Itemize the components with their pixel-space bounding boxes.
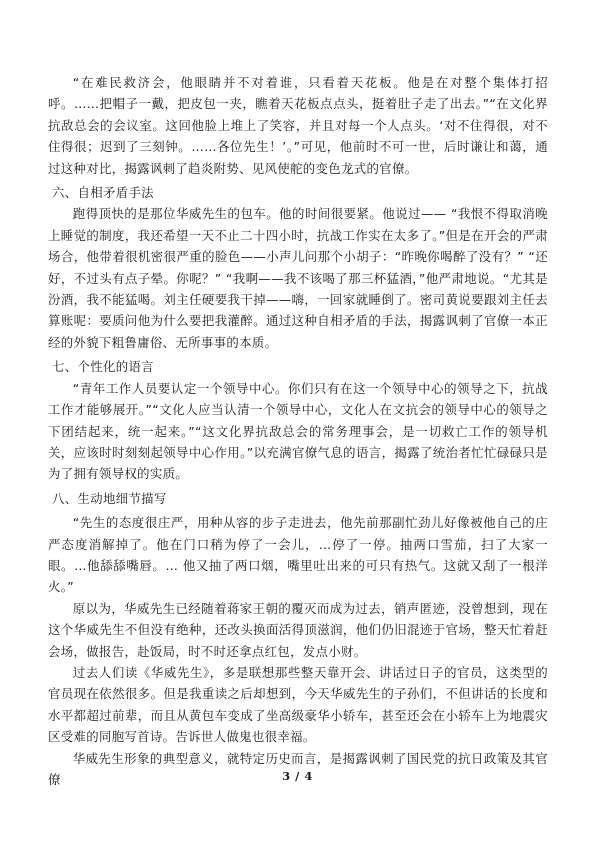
section-heading-8: 八、生动地细节描写 [52, 490, 167, 506]
section-heading-7: 七、个性化的语言 [52, 359, 154, 375]
paragraph-details: “先生的态度很庄严，用种从容的步子走进去，他先前那副忙劲儿好像被他自己的庄严态度消解掉了。他在门口稍为停了一会儿，…停了一停。抽两口雪茄，扫了大家一眼。…他舔舔嘴唇。… 他又抽了两口烟，嘴里吐出来的可只有热气。这就又刮了一根洋火。” [48, 515, 548, 595]
paragraph-rereading: 过去人们读《华威先生》，多是联想那些整天靠开会、讲话过日子的官员，这类型的官员现在依然很多。但是我重读之后却想到，今天华威先生的子孙们，不但讲话的长度和水平都超过前辈，而且从黄包车变成了坐高级豪华小轿车，甚至还会在小轿车上为地震灾区受难的同胞写首诗。告诉世人做鬼也很幸福。 [48, 664, 548, 745]
paragraph-contradiction: 跑得顶快的是那位华威先生的包车。他的时间很要紧。他说过—— “我恨不得取消晚上睡觉的制度，我还希望一天不止二十四小时，抗战工作实在太多了。”但是在开会的严肃场合，他带着很机密很严重的脸色——小声儿问那个小胡子：“昨晚你喝醉了没有？” “还好，不过头有点子晕。你呢？” “我啊——我不该喝了那三杯猛酒，”他严肃地说。“尤其是汾酒，我不能猛喝。刘主任硬要我干掉——嗨，一回家就睡倒了。密司黄说要跟刘主任去算账呢：要质问他为什么要把我灌醉。通过这种自相矛盾的手法，揭露讽刺了官僚一本正经的外貌下粗鲁庸俗、无所事事的本质。 [48, 206, 548, 350]
page-number: 3 / 4 [282, 769, 313, 783]
section-heading-6: 六、自相矛盾手法 [52, 185, 154, 201]
paragraph-significance: 华威先生形象的典型意义，就特定历史而言，是揭露讽刺了国民党的抗日政策及其官僚 [48, 750, 548, 787]
paragraph-today: 原以为，华威先生已经随着蒋家王朝的覆灭而成为过去，销声匿迹，没曾想到，现在这个华威先生不但没有绝种，还改头换面活得顶滋润，他们仍旧混迹于官场，整天忙着赶会场，做报告，赴饭局，时不时还拿点红包，发点小财。 [48, 600, 548, 659]
paragraph-contrast: “在难民救济会，他眼睛并不对着谁，只看着天花板。他是在对整个集体打招呼。……把帽子一戴，把皮包一夹，瞧着天花板点点头，挺着肚子走了出去。”“在文化界抗敌总会的会议室。这回他脸上堆上了笑容，并且对每一个人点头。‘对不住得很，对不住得很；迟到了三刻钟。……各位先生！’。”可见，他前时不可一世，后时谦让和蔼，通过这种对比，揭露讽刺了趋炎附势、见风使舵的变色龙式的官僚。 [48, 75, 548, 176]
paragraph-language: “青年工作人员要认定一个领导中心。你们只有在这一个领导中心的领导之下，抗战工作才能够展开。”“文化人应当认清一个领导中心，文化人在文抗会的领导中心的领导之下团结起来，统一起来。”“这文化界抗敌总会的常务理事会，是一切救亡工作的领导机关，应该时时刻刻起领导中心作用。”以充满官僚气息的语言，揭露了统治者忙忙碌碌只是为了拥有领导权的实质。 [48, 380, 548, 482]
document-body [48, 72, 548, 790]
